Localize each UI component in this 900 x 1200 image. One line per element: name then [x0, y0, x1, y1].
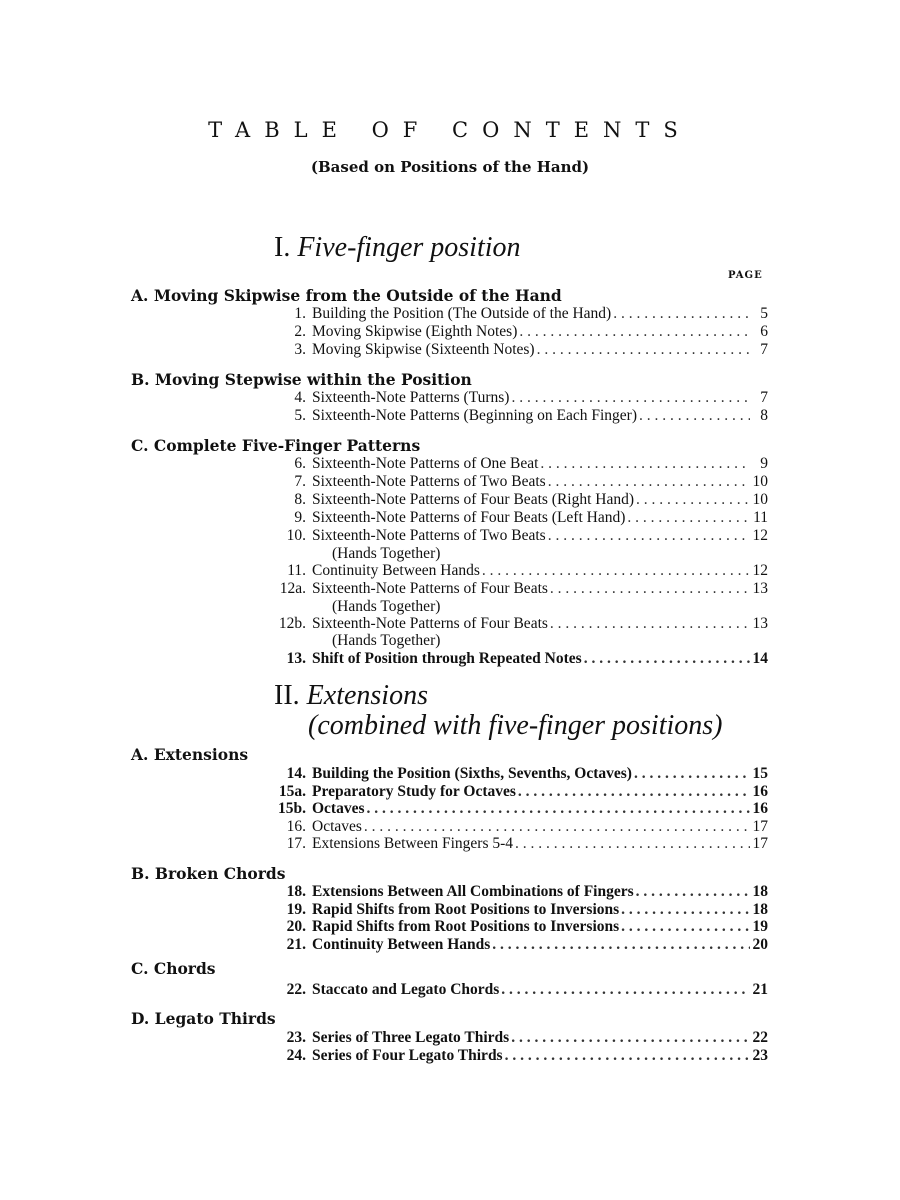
leader-dots	[537, 341, 750, 359]
leader-dots	[584, 650, 750, 668]
leader-dots	[636, 491, 750, 509]
leader-dots	[364, 818, 750, 836]
entry-number: 19.	[286, 901, 306, 918]
entry-page: 13	[752, 615, 768, 632]
entry-number: 24.	[286, 1047, 306, 1064]
toc-entry[interactable]	[270, 455, 768, 473]
entry-number: 20.	[286, 918, 306, 935]
leader-dots	[621, 918, 750, 936]
entry-page: 8	[760, 407, 768, 424]
entry-number: 12a.	[279, 580, 306, 597]
entry-number: 14.	[286, 765, 306, 782]
entry-title: Sixteenth-Note Patterns (Beginning on Each Finger)	[312, 407, 638, 424]
entry-number: 23.	[286, 1029, 306, 1046]
section-heading: D. Legato Thirds	[131, 1009, 276, 1028]
entry-page: 7	[760, 389, 768, 406]
entry-number: 15b.	[278, 800, 306, 817]
entry-continuation: (Hands Together)	[332, 545, 441, 562]
entry-page: 9	[760, 455, 768, 472]
entry-page: 19	[752, 918, 768, 935]
leader-dots	[492, 936, 750, 954]
entry-number: 22.	[286, 981, 306, 998]
toc-entry[interactable]	[270, 1029, 768, 1047]
entry-number: 6.	[294, 455, 306, 472]
toc-subtitle: (Based on Positions of the Hand)	[310, 158, 590, 176]
entry-page: 10	[752, 491, 768, 508]
section-heading: B. Broken Chords	[131, 864, 286, 883]
section-heading: C. Complete Five-Finger Patterns	[131, 436, 421, 455]
entry-title: Sixteenth-Note Patterns of Four Beats	[312, 580, 548, 597]
part2-heading	[274, 680, 428, 712]
entry-page: 21	[752, 981, 768, 998]
entry-title: Moving Skipwise (Eighth Notes)	[312, 323, 518, 340]
entry-page: 14	[752, 650, 768, 667]
toc-entry[interactable]	[270, 1047, 768, 1065]
part1-numeral: I.	[274, 232, 291, 263]
entry-title: Extensions Between Fingers 5-4	[312, 835, 514, 852]
toc-entry[interactable]	[270, 562, 768, 580]
toc-entry[interactable]	[270, 615, 768, 633]
entry-continuation: (Hands Together)	[332, 632, 441, 649]
leader-dots	[621, 901, 750, 919]
entry-page: 22	[752, 1029, 768, 1046]
entry-continuation: (Hands Together)	[332, 598, 441, 615]
toc-entry[interactable]	[270, 473, 768, 491]
toc-entry[interactable]	[270, 818, 768, 836]
leader-dots	[518, 783, 750, 801]
entry-page: 10	[752, 473, 768, 490]
entry-title: Shift of Position through Repeated Notes	[312, 650, 582, 667]
entry-title: Sixteenth-Note Patterns of One Beat	[312, 455, 539, 472]
toc-entry[interactable]	[270, 981, 768, 999]
entry-number: 12b.	[278, 615, 306, 632]
toc-entry[interactable]	[270, 800, 768, 818]
entry-title: Extensions Between All Combinations of Fingers	[312, 883, 634, 900]
toc-entry[interactable]	[270, 305, 768, 323]
entry-number: 1.	[294, 305, 306, 322]
entry-number: 7.	[294, 473, 306, 490]
leader-dots	[550, 615, 750, 633]
leader-dots	[511, 389, 750, 407]
entry-number: 15a.	[278, 783, 306, 800]
leader-dots	[515, 835, 750, 853]
leader-dots	[636, 883, 750, 901]
part2-subheading	[308, 710, 723, 742]
leader-dots	[627, 509, 750, 527]
entry-number: 16.	[286, 818, 306, 835]
entry-number: 3.	[294, 341, 306, 358]
page-column-label: PAGE	[728, 270, 763, 281]
entry-title: Rapid Shifts from Root Positions to Inversions	[312, 918, 620, 935]
entry-number: 4.	[294, 389, 306, 406]
entry-title: Series of Four Legato Thirds	[312, 1047, 503, 1064]
entry-page: 13	[752, 580, 768, 597]
toc-entry[interactable]	[270, 765, 768, 783]
toc-entry[interactable]	[270, 491, 768, 509]
entry-page: 12	[752, 562, 768, 579]
toc-entry[interactable]	[270, 580, 768, 598]
part2-numeral: II.	[274, 680, 300, 711]
toc-entry[interactable]	[270, 389, 768, 407]
leader-dots	[519, 323, 750, 341]
part2-title: Extensions	[306, 680, 428, 711]
entry-title: Octaves	[312, 818, 362, 835]
entry-title: Continuity Between Hands	[312, 936, 491, 953]
toc-entry[interactable]	[270, 835, 768, 853]
entry-page: 12	[752, 527, 768, 544]
section-heading: A. Extensions	[131, 745, 249, 764]
entry-title: Sixteenth-Note Patterns of Four Beats (Right Hand)	[312, 491, 635, 508]
entry-title: Continuity Between Hands	[312, 562, 480, 579]
toc-entry[interactable]	[270, 407, 768, 425]
entry-page: 16	[752, 783, 768, 800]
toc-entry[interactable]	[270, 783, 768, 801]
entry-page: 11	[753, 509, 768, 526]
entry-number: 5.	[294, 407, 306, 424]
part1-heading	[274, 232, 521, 264]
entry-title: Sixteenth-Note Patterns (Turns)	[312, 389, 510, 406]
toc-entry[interactable]	[270, 509, 768, 527]
entry-page: 15	[752, 765, 768, 782]
toc-entry[interactable]	[270, 650, 768, 668]
toc-title: TABLE OF CONTENTS	[208, 118, 692, 142]
toc-entry[interactable]	[270, 527, 768, 545]
leader-dots	[540, 455, 750, 473]
entry-page: 20	[752, 936, 768, 953]
entry-number: 8.	[294, 491, 306, 508]
entry-page: 16	[752, 800, 768, 817]
entry-title: Sixteenth-Note Patterns of Four Beats (Left Hand)	[312, 509, 626, 526]
section-heading: B. Moving Stepwise within the Position	[131, 370, 472, 389]
entry-title: Octaves	[312, 800, 365, 817]
entry-title: Moving Skipwise (Sixteenth Notes)	[312, 341, 535, 358]
entry-title: Sixteenth-Note Patterns of Four Beats	[312, 615, 548, 632]
entry-page: 18	[752, 883, 768, 900]
part1-title: Five-finger position	[297, 232, 521, 263]
entry-number: 2.	[294, 323, 306, 340]
entry-number: 18.	[286, 883, 306, 900]
entry-title: Preparatory Study for Octaves	[312, 783, 516, 800]
leader-dots	[501, 981, 750, 999]
entry-number: 21.	[286, 936, 306, 953]
entry-page: 17	[752, 835, 768, 852]
toc-entry[interactable]	[270, 341, 768, 359]
entry-number: 13.	[286, 650, 306, 667]
entry-title: Sixteenth-Note Patterns of Two Beats	[312, 473, 546, 490]
section-heading: C. Chords	[131, 959, 216, 978]
entry-page: 23	[752, 1047, 768, 1064]
entry-title: Sixteenth-Note Patterns of Two Beats	[312, 527, 546, 544]
part2-title-line2: (combined with five-finger positions)	[308, 710, 723, 741]
leader-dots	[548, 527, 750, 545]
toc-entry[interactable]	[270, 918, 768, 936]
toc-entry[interactable]	[270, 901, 768, 919]
section-heading: A. Moving Skipwise from the Outside of the Hand	[131, 286, 562, 305]
entry-title: Building the Position (Sixths, Sevenths, Octaves)	[312, 765, 632, 782]
entry-page: 7	[760, 341, 768, 358]
entry-page: 6	[760, 323, 768, 340]
leader-dots	[482, 562, 750, 580]
entry-title: Rapid Shifts from Root Positions to Inversions	[312, 901, 620, 918]
toc-entry[interactable]	[270, 323, 768, 341]
leader-dots	[550, 580, 750, 598]
leader-dots	[367, 800, 750, 818]
entry-number: 9.	[294, 509, 306, 526]
leader-dots	[613, 305, 750, 323]
entry-page: 18	[752, 901, 768, 918]
leader-dots	[511, 1029, 750, 1047]
entry-title: Staccato and Legato Chords	[312, 981, 500, 998]
leader-dots	[634, 765, 750, 783]
toc-entry[interactable]	[270, 883, 768, 901]
leader-dots	[639, 407, 750, 425]
entry-title: Building the Position (The Outside of the Hand)	[312, 305, 612, 322]
entry-number: 11.	[287, 562, 306, 579]
entry-number: 17.	[286, 835, 306, 852]
entry-page: 17	[752, 818, 768, 835]
entry-title: Series of Three Legato Thirds	[312, 1029, 510, 1046]
entry-number: 10.	[286, 527, 306, 544]
entry-page: 5	[760, 305, 768, 322]
toc-entry[interactable]	[270, 936, 768, 954]
leader-dots	[505, 1047, 750, 1065]
leader-dots	[548, 473, 750, 491]
